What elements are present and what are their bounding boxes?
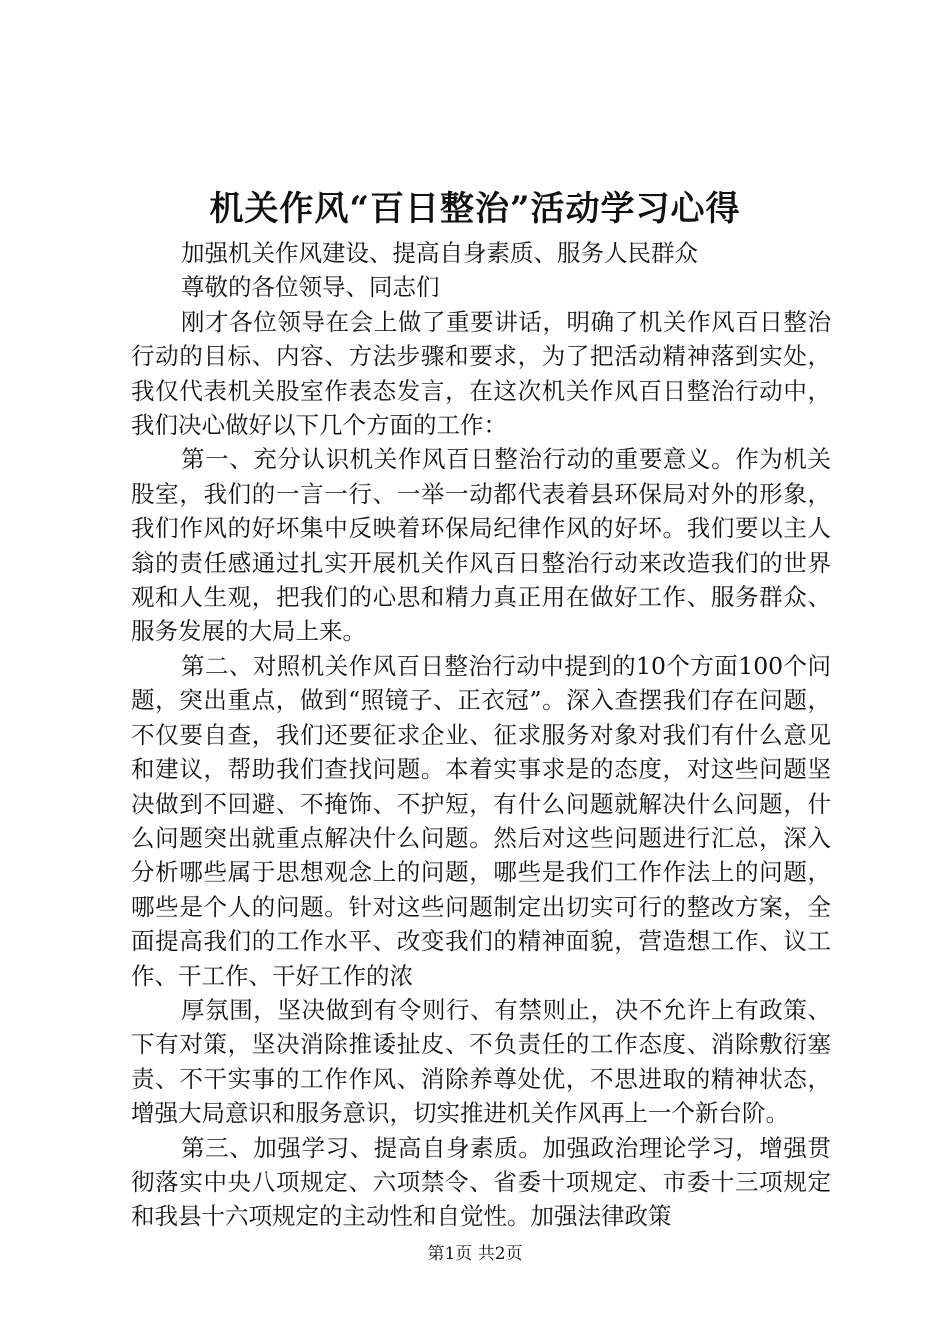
point-two-continued-paragraph: 厚氛围，坚决做到有令则行、有禁则止，决不允许上有政策、下有对策，坚决消除推诿扯皮、不负责任的工作态度、消除敷衍塞责、不干实事的工作作风、消除养尊处优，不思进取的精神状态，增强大局意识和服务意识，切实推进机关作风再上一个新台阶。 — [131, 995, 831, 1128]
point-two-paragraph: 第二、对照机关作风百日整治行动中提到的10个方面100个问题，突出重点，做到“照镜子、正衣冠”。深入查摆我们存在问题，不仅要自查，我们还要征求企业、征求服务对象对我们有什么意见和建议，帮助我们查找问题。本着实事求是的态度，对这些问题坚决做到不回避、不掩饰、不护短，有什么问题就解决什么问题，什么问题突出就重点解决什么问题。然后对这些问题进行汇总，深入分析哪些属于思想观念上的问题，哪些是我们工作作法上的问题，哪些是个人的问题。针对这些问题制定出切实可行的整改方案，全面提高我们的工作水平、改变我们的精神面貌，营造想工作、议工作、干工作、干好工作的浓 — [131, 651, 831, 990]
salutation-paragraph: 尊敬的各位领导、同志们 — [181, 273, 440, 302]
intro-paragraph: 刚才各位领导在会上做了重要讲话，明确了机关作风百日整治行动的目标、内容、方法步骤和要求，为了把活动精神落到实处，我仅代表机关股室作表态发言，在这次机关作风百日整治行动中，我们决心做好以下几个方面的工作： — [131, 307, 831, 440]
point-three-paragraph: 第三、加强学习、提高自身素质。加强政治理论学习，增强贯彻落实中央八项规定、六项禁令、省委十项规定、市委十三项规定和我县十六项规定的主动性和自觉性。加强法律政策 — [131, 1133, 831, 1231]
page-number-footer: 第1页 共2页 — [427, 1244, 523, 1264]
point-one-paragraph: 第一、充分认识机关作风百日整治行动的重要意义。作为机关股室，我们的一言一行、一举一动都代表着县环保局对外的形象，我们作风的好坏集中反映着环保局纪律作风的好坏。我们要以主人翁的责任感通过扎实开展机关作风百日整治行动来改造我们的世界观和人生观，把我们的心思和精力真正用在做好工作、服务群众、服务发展的大局上来。 — [131, 445, 831, 646]
document-body — [131, 236, 831, 1234]
document-title: 机关作风“百日整治”活动学习心得 — [209, 189, 741, 229]
subtitle-paragraph: 加强机关作风建设、提高自身素质、服务人民群众 — [181, 239, 698, 267]
